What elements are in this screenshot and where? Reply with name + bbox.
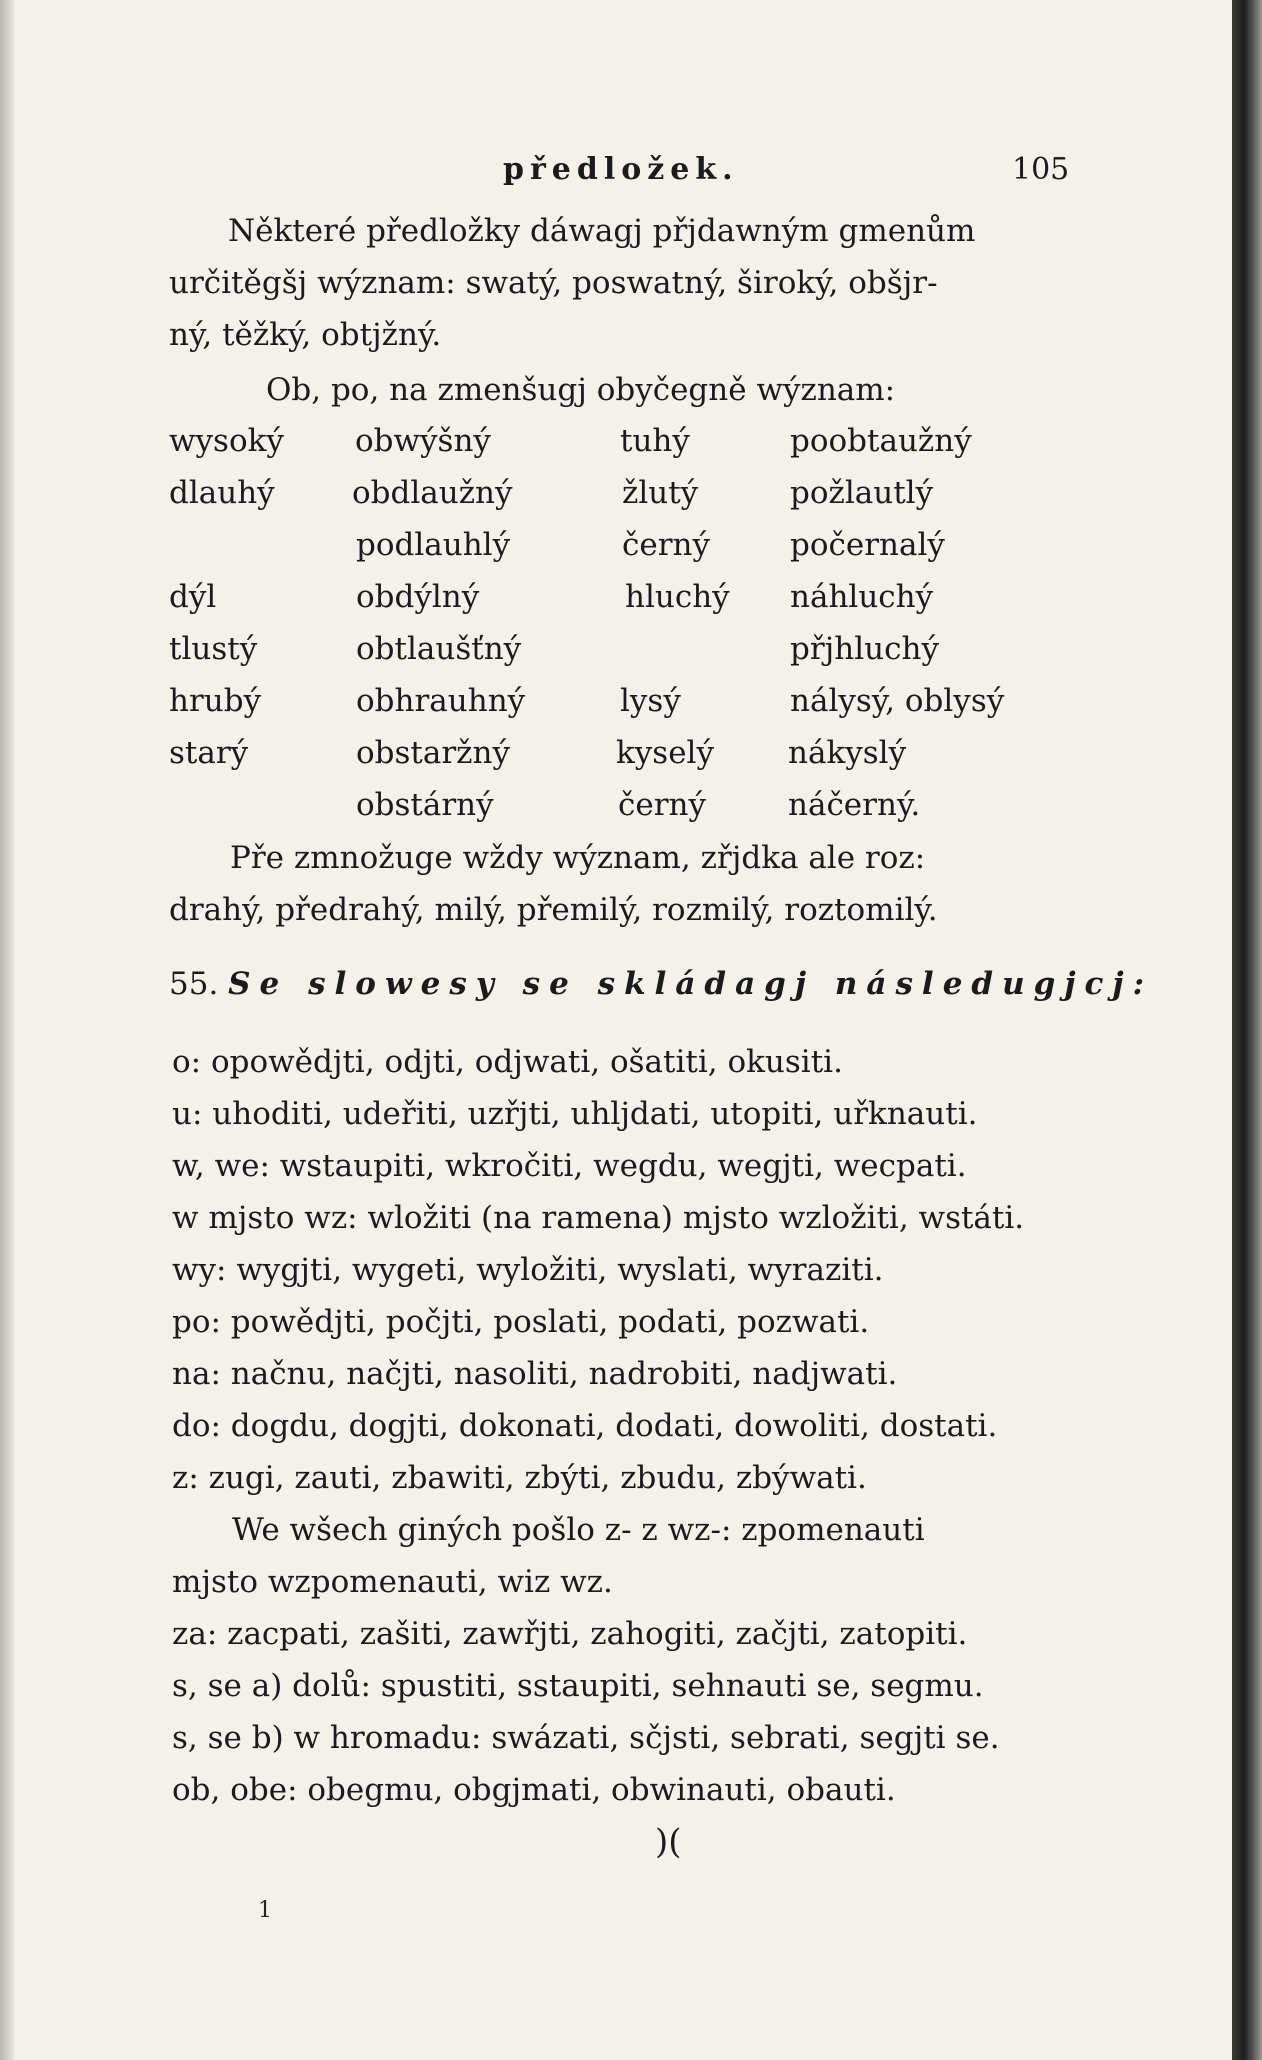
table-cell: obstaržný xyxy=(356,735,510,771)
prefix-line: na: načnu, načjti, nasoliti, nadrobiti, nadjwati. xyxy=(172,1356,898,1392)
prefix-line: s, se b) w hromadu: swázati, sčjsti, sebrati, segjti se. xyxy=(172,1720,1000,1756)
prefix-line: s, se a) dolů: spustiti, sstaupiti, sehnauti se, segmu. xyxy=(172,1668,984,1704)
section-number: 55. xyxy=(169,966,219,1002)
pre-note-line-2: drahý, předrahý, milý, přemilý, rozmilý, roztomilý. xyxy=(169,892,938,928)
table-cell: žlutý xyxy=(622,475,699,511)
table-cell: obhrauhný xyxy=(356,683,526,719)
prefix-line: z: zugi, zauti, zbawiti, zbýti, zbudu, zbýwati. xyxy=(172,1460,867,1496)
intro-line-3: ný, těžký, obtjžný. xyxy=(169,317,442,353)
table-cell: tuhý xyxy=(620,423,690,459)
prefix-line: po: powědjti, počjti, poslati, podati, pozwati. xyxy=(172,1304,870,1340)
table-cell: obdýlný xyxy=(356,579,480,615)
table-cell: obwýšný xyxy=(355,423,491,459)
section-title: Se slowesy se skládagj následugjcj: xyxy=(228,966,1154,1002)
table-cell: podlauhlý xyxy=(356,527,511,563)
table-cell: starý xyxy=(169,735,249,771)
table-cell: nákyslý xyxy=(788,735,907,771)
table-cell: přjhluchý xyxy=(790,631,939,667)
table-cell: obstárný xyxy=(356,787,494,823)
note-line-1: We wšech giných pošlo z- z wz-: zpomenauti xyxy=(232,1512,925,1548)
table-cell: poobtaužný xyxy=(790,423,972,459)
intro-line-2: určitěgšj wýznam: swatý, poswatný, široký, obšjr- xyxy=(169,265,938,301)
page-left-edge xyxy=(0,0,14,2060)
page-right-edge xyxy=(1232,0,1262,2060)
table-cell: wysoký xyxy=(169,423,284,459)
note-line-2: mjsto wzpomenauti, wiz wz. xyxy=(172,1564,613,1600)
corner-mark: 1 xyxy=(258,1898,272,1923)
prefix-line: w, we: wstaupiti, wkročiti, wegdu, wegjti, wecpati. xyxy=(172,1148,967,1184)
subheading: Ob, po, na zmenšugj obyčegně wýznam: xyxy=(266,372,896,408)
table-cell: obdlaužný xyxy=(352,475,513,511)
table-cell: dlauhý xyxy=(169,475,275,511)
prefix-line: o: opowědjti, odjti, odjwati, ošatiti, okusiti. xyxy=(172,1044,843,1080)
table-cell: hrubý xyxy=(169,683,262,719)
running-head: předložek. xyxy=(503,152,739,187)
table-cell: lysý xyxy=(620,683,681,719)
table-cell: dýl xyxy=(169,579,217,615)
table-cell: tlustý xyxy=(169,631,258,667)
prefix-line: w mjsto wz: wložiti (na ramena) mjsto wzložiti, wstáti. xyxy=(172,1200,1025,1236)
prefix-line: za: zacpati, zašiti, zawřjti, zahogiti, začjti, zatopiti. xyxy=(172,1616,968,1652)
table-cell: nálysý, oblysý xyxy=(790,683,1005,719)
table-cell: počernalý xyxy=(790,527,945,563)
pre-note-line-1: Pře zmnožuge wždy wýznam, zřjdka ale roz: xyxy=(230,840,926,876)
table-cell: černý xyxy=(618,787,707,823)
table-cell: obtlaušťný xyxy=(356,631,522,667)
prefix-line: do: dogdu, dogjti, dokonati, dodati, dowoliti, dostati. xyxy=(172,1408,998,1444)
section-heading xyxy=(169,964,1153,1004)
prefix-line: ob, obe: obegmu, obgjmati, obwinauti, obauti. xyxy=(172,1772,896,1808)
table-cell: kyselý xyxy=(616,735,714,771)
table-cell: požlautlý xyxy=(790,475,934,511)
table-cell: černý xyxy=(622,527,711,563)
page-number: 105 xyxy=(1012,152,1070,187)
prefix-line: wy: wygjti, wygeti, wyložiti, wyslati, wyraziti. xyxy=(172,1252,884,1288)
table-cell: náhluchý xyxy=(790,579,934,615)
end-ornament: )( xyxy=(655,1822,682,1862)
intro-line-1: Některé předložky dáwagj přjdawným gmenům xyxy=(228,213,976,249)
prefix-line: u: uhoditi, udeřiti, uzřjti, uhljdati, utopiti, uřknauti. xyxy=(172,1096,978,1132)
table-cell: náčerný. xyxy=(788,787,921,823)
table-cell: hluchý xyxy=(625,579,730,615)
